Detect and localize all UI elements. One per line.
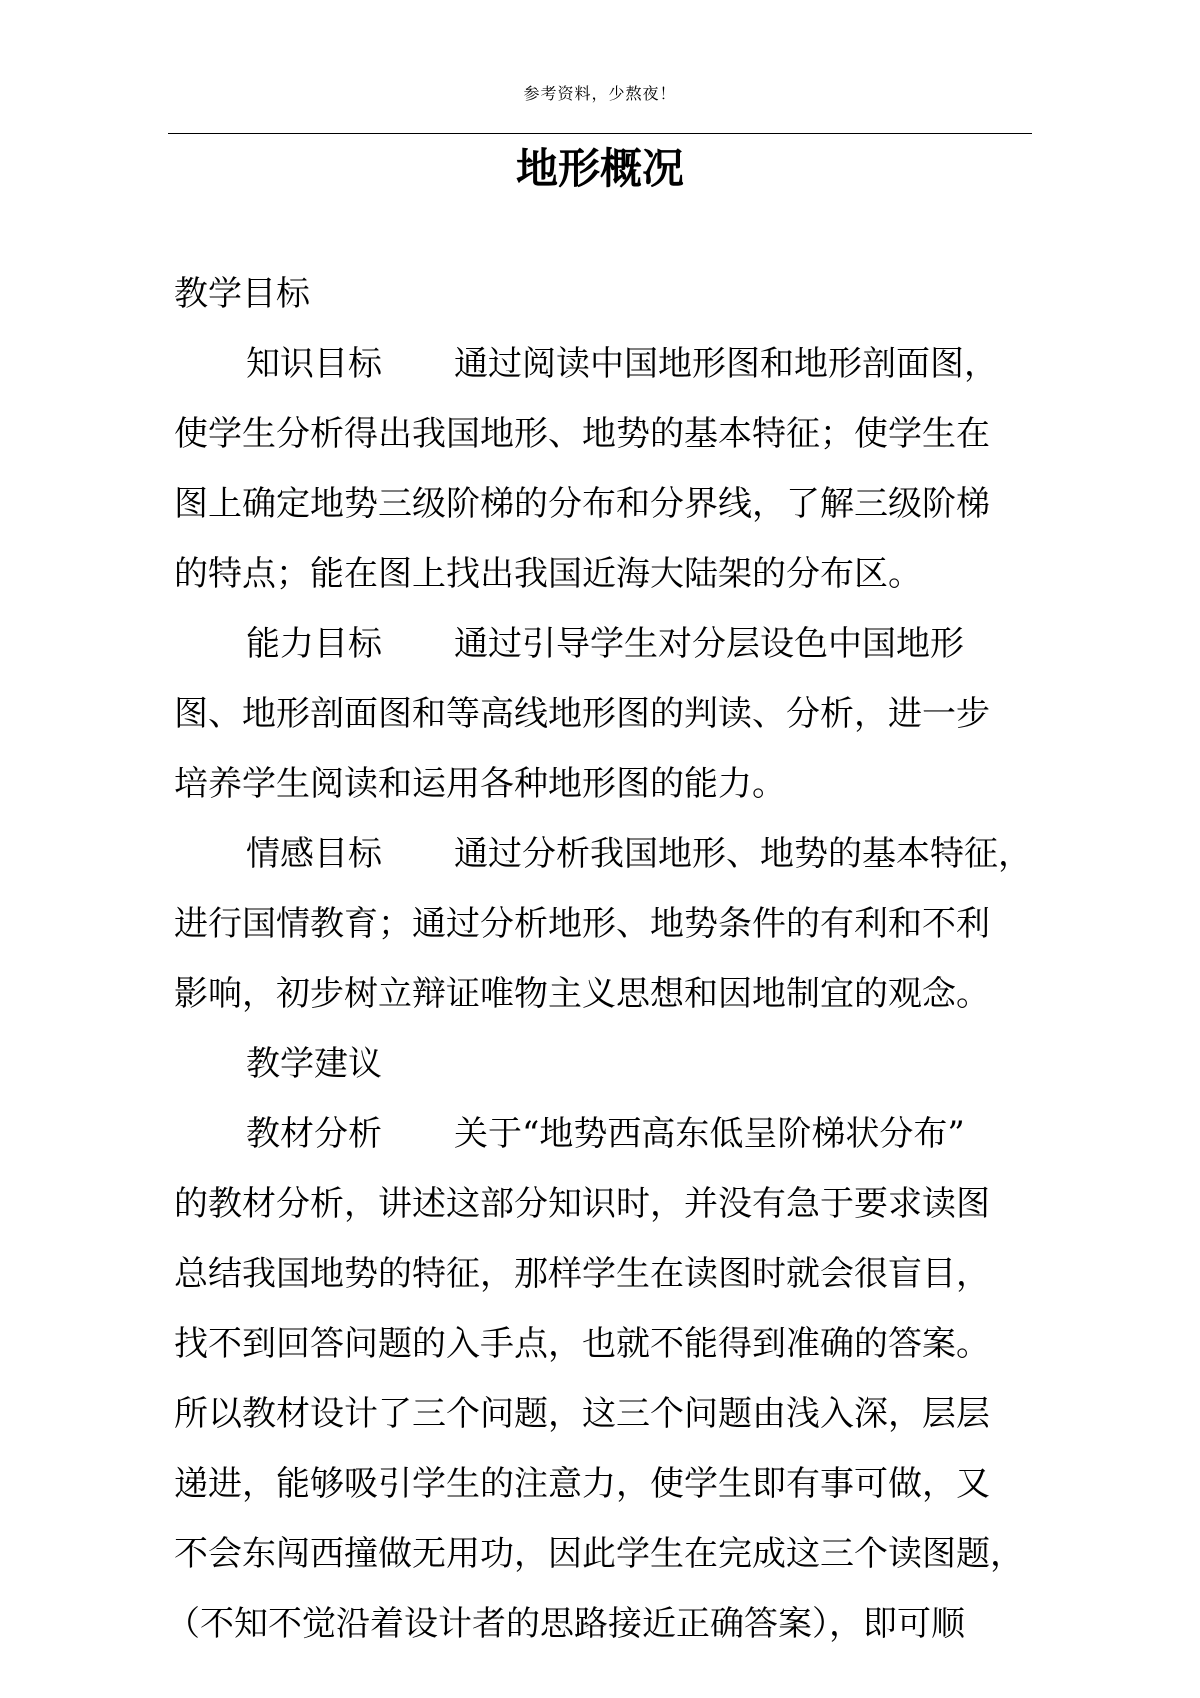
paragraph-line	[246, 1112, 1036, 1156]
paragraph-line	[246, 832, 1036, 876]
paragraph-line: 进行国情教育；通过分析地形、地势条件的有利和不利	[174, 904, 990, 944]
header-note: 参考资料，少熬夜！	[523, 84, 677, 103]
paragraph-text: 通过分析我国地形、地势的基本特征，	[454, 834, 1032, 874]
goal-label-knowledge: 知识目标	[246, 344, 382, 384]
goal-label-emotion: 情感目标	[246, 834, 382, 874]
paragraph-line: 所以教材设计了三个问题，这三个问题由浅入深，层层	[174, 1394, 990, 1434]
section-heading-teaching-goals: 教学目标	[174, 274, 310, 314]
paragraph-line: 递进，能够吸引学生的注意力，使学生即有事可做，又	[174, 1464, 990, 1504]
paragraph-text: 通过引导学生对分层设色中国地形	[454, 624, 964, 664]
page-title: 地形概况	[515, 144, 684, 193]
paragraph-line: 使学生分析得出我国地形、地势的基本特征；使学生在	[174, 414, 990, 454]
paragraph-line: 的教材分析，讲述这部分知识时，并没有急于要求读图	[174, 1184, 990, 1224]
paragraph-line: 图上确定地势三级阶梯的分布和分界线，了解三级阶梯	[174, 484, 990, 524]
paragraph-line	[246, 342, 1036, 386]
paragraph-text: 关于“地势西高东低呈阶梯状分布”	[454, 1114, 965, 1154]
paragraph-line: 图、地形剖面图和等高线地形图的判读、分析，进一步	[174, 694, 990, 734]
paragraph-line: 不会东闯西撞做无用功，因此学生在完成这三个读图题，	[174, 1534, 1024, 1574]
paragraph-line: 找不到回答问题的入手点，也就不能得到准确的答案。	[174, 1324, 990, 1364]
paragraph-line: 影响，初步树立辩证唯物主义思想和因地制宜的观念。	[174, 974, 990, 1014]
paragraph-line: 的特点；能在图上找出我国近海大陆架的分布区。	[174, 554, 922, 594]
paragraph-line: 总结我国地势的特征，那样学生在读图时就会很盲目，	[174, 1254, 990, 1294]
label-textbook-analysis: 教材分析	[246, 1114, 382, 1154]
header-divider	[168, 133, 1032, 134]
paragraph-line: （不知不觉沿着设计者的思路接近正确答案），即可顺	[166, 1604, 965, 1644]
paragraph-line	[246, 622, 1036, 666]
goal-label-ability: 能力目标	[246, 624, 382, 664]
section-heading-teaching-suggestions: 教学建议	[246, 1044, 382, 1084]
paragraph-text: 通过阅读中国地形图和地形剖面图，	[454, 344, 998, 384]
paragraph-line: 培养学生阅读和运用各种地形图的能力。	[174, 764, 786, 804]
